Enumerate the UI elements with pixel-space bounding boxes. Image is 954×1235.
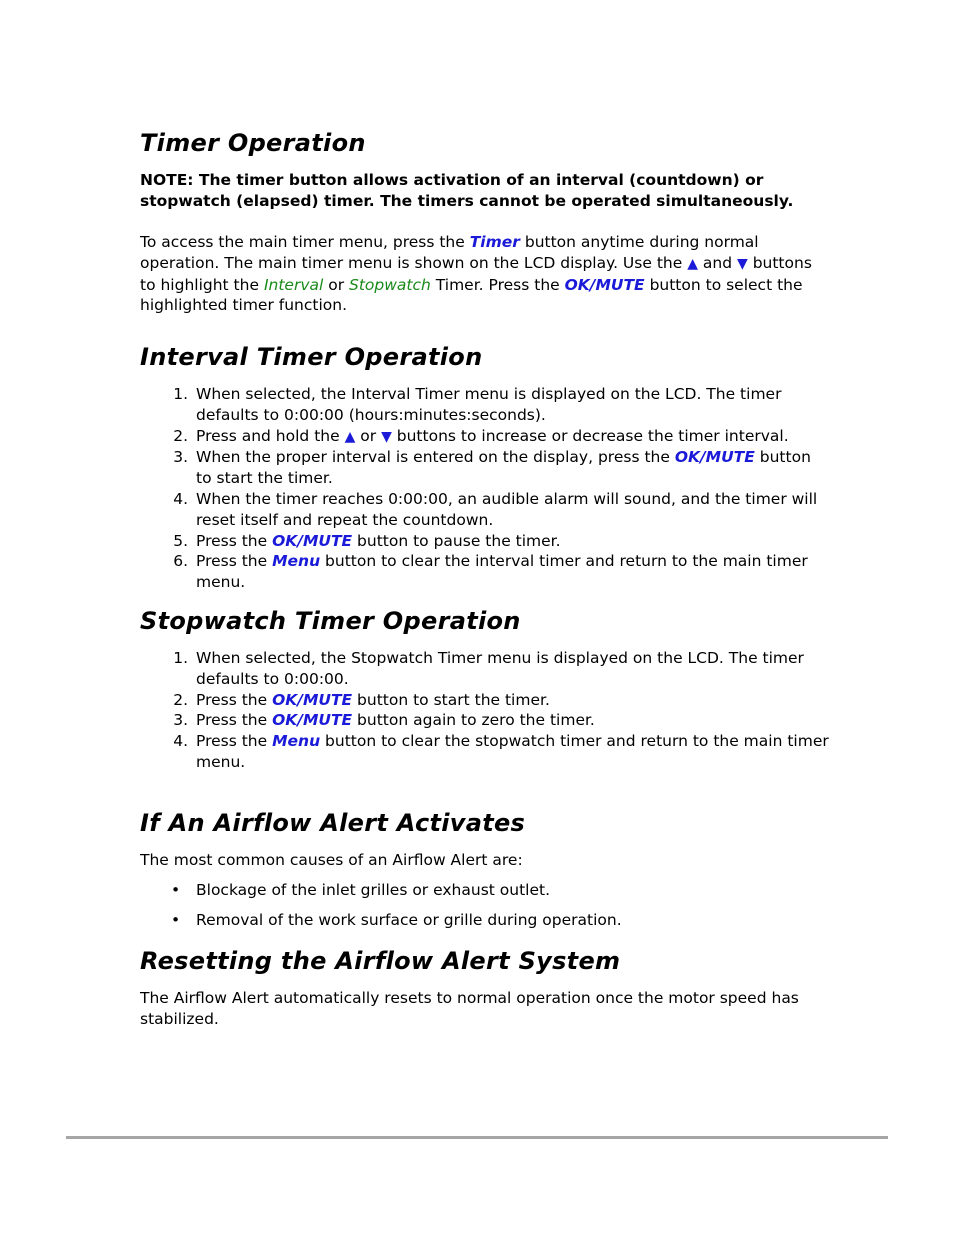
timer-button-label: Timer: [469, 233, 520, 251]
list-item: 3. Press the OK/MUTE button again to zero the timer.: [173, 711, 595, 730]
heading-timer-operation: Timer Operation: [140, 129, 366, 157]
list-item: 3. When the proper interval is entered on the display, press the OK/MUTE button to start the timer.: [173, 448, 811, 488]
down-arrow-icon: ▼: [381, 428, 392, 445]
ok-mute-button-label: OK/MUTE: [272, 711, 353, 730]
heading-airflow-alert: If An Airflow Alert Activates: [140, 809, 526, 837]
heading-interval-timer: Interval Timer Operation: [140, 343, 483, 371]
ok-mute-button-label: OK/MUTE: [272, 690, 353, 709]
list-item: 1. When selected, the Interval Timer menu is displayed on the LCD. The timer defaults to 0:00:00 (hours:minutes:seconds).: [173, 385, 782, 424]
timer-note: NOTE: The timer button allows activation of an interval (countdown) or stopwatch (elapsed) timer. The timers cannot be operated simultaneously.: [140, 171, 794, 210]
bullet-icon: •: [171, 881, 181, 899]
list-item: 4. Press the Menu button to clear the stopwatch timer and return to the main timer menu.: [173, 732, 829, 771]
ok-mute-button-label: OK/MUTE: [272, 531, 353, 550]
reset-paragraph: The Airflow Alert automatically resets to normal operation once the motor speed has stabilized.: [140, 989, 799, 1028]
menu-button-label: Menu: [272, 552, 321, 571]
heading-stopwatch-timer: Stopwatch Timer Operation: [140, 607, 521, 635]
list-item: • Removal of the work surface or grille during operation.: [171, 910, 622, 929]
menu-button-label: Menu: [272, 732, 321, 751]
interval-steps-list: [140, 384, 830, 593]
heading-resetting-airflow: Resetting the Airflow Alert System: [140, 947, 621, 975]
down-arrow-icon: ▼: [736, 255, 748, 272]
list-item: • Blockage of the inlet grilles or exhaust outlet.: [171, 881, 551, 899]
list-item: 5. Press the OK/MUTE button to pause the timer.: [173, 531, 561, 550]
alert-causes-list: [140, 880, 830, 931]
list-item: 2. Press the OK/MUTE button to start the timer.: [173, 690, 550, 709]
list-item: 6. Press the Menu button to clear the interval timer and return to the main timer menu.: [173, 552, 808, 592]
list-item: 2. Press and hold the ▲ or ▼ buttons to increase or decrease the timer interval.: [173, 426, 789, 445]
alert-intro: The most common causes of an Airflow Alert are:: [140, 851, 523, 869]
interval-option-label: Interval: [263, 275, 324, 294]
up-arrow-icon: ▲: [687, 255, 698, 272]
list-item: 1. When selected, the Stopwatch Timer menu is displayed on the LCD. The timer defaults to 0:00:00.: [173, 649, 804, 688]
stopwatch-option-label: Stopwatch: [349, 275, 431, 294]
ok-mute-button-label: OK/MUTE: [674, 448, 755, 467]
footer-rule: [66, 1136, 888, 1139]
ok-mute-button-label: OK/MUTE: [564, 275, 645, 294]
up-arrow-icon: ▲: [344, 428, 356, 445]
stopwatch-steps-list: [140, 648, 830, 773]
bullet-icon: •: [171, 910, 181, 929]
timer-paragraph: To access the main timer menu, press the Timer button anytime during normal operation. The main timer menu is shown on the LCD display. Use the ▲ and ▼ buttons to highlight the Interval or Stopwatch Timer. Press the OK/MUTE button to select the highlighted timer function.: [140, 233, 812, 315]
list-item: 4. When the timer reaches 0:00:00, an audible alarm will sound, and the timer will reset itself and repeat the countdown.: [173, 489, 818, 529]
